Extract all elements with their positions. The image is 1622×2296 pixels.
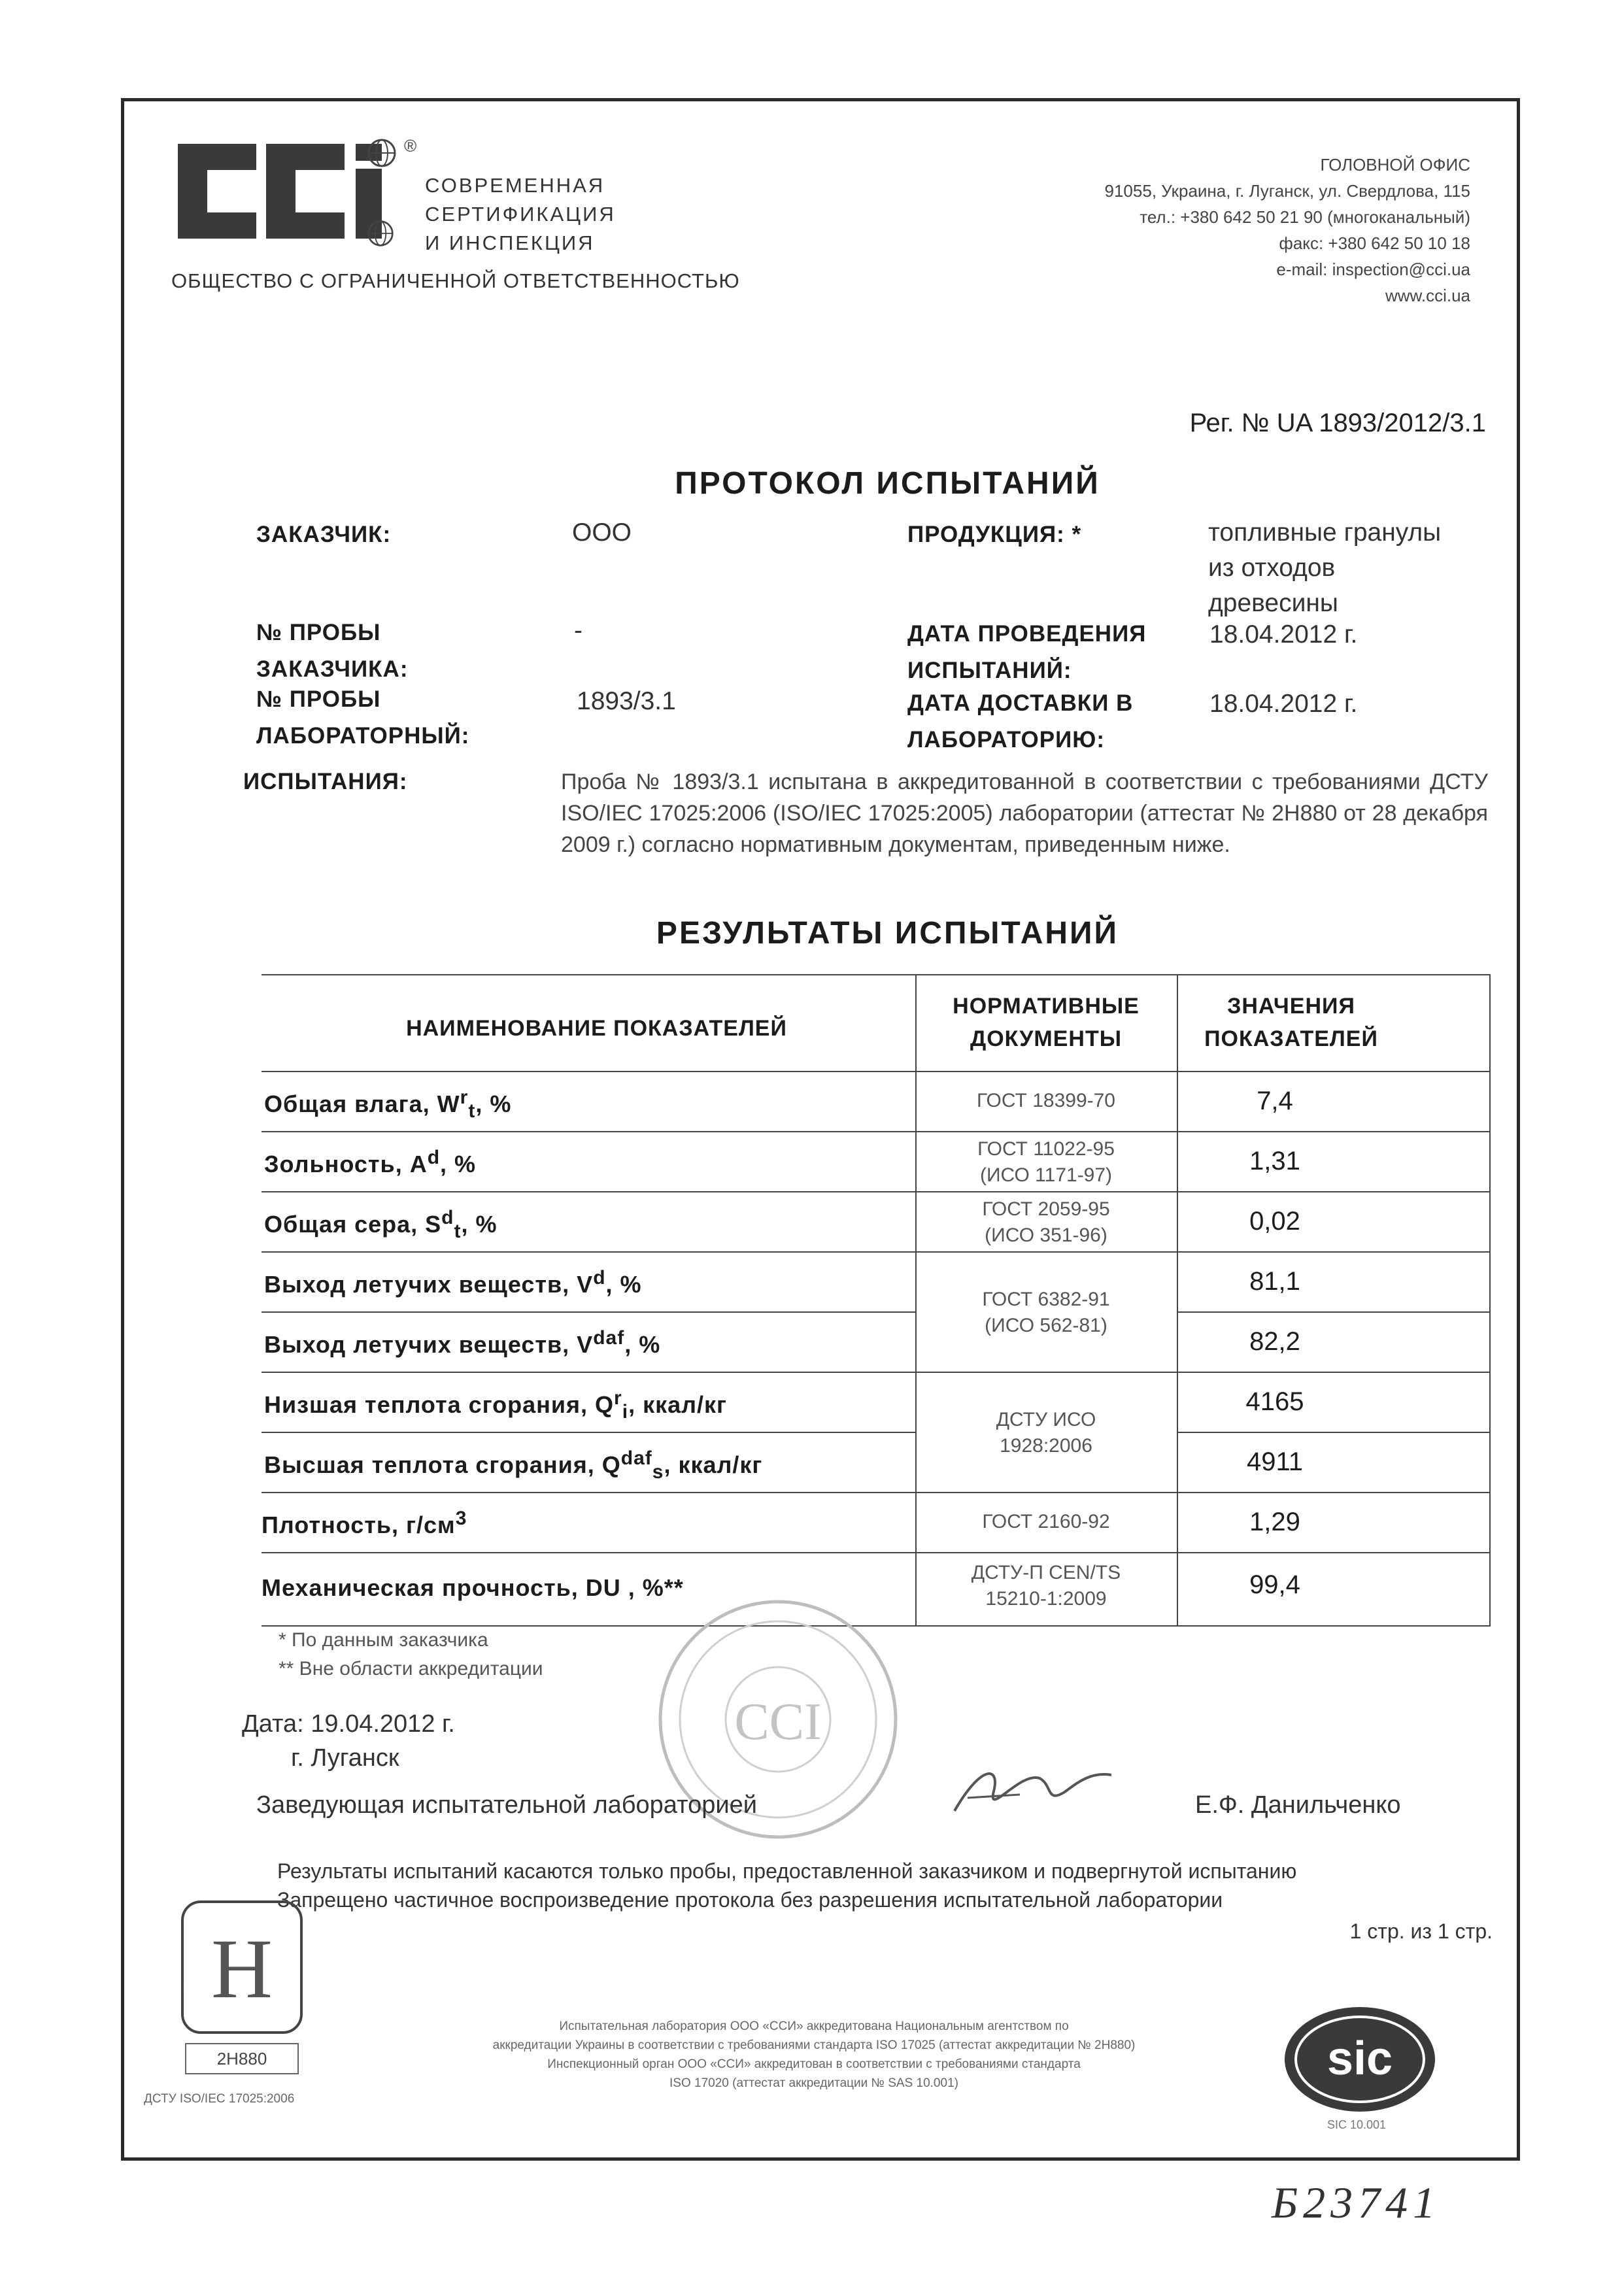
sample-lab-label — [256, 681, 469, 754]
sample-lab-label-line-2: ЛАБОРАТОРНЫЙ: — [256, 723, 470, 749]
signature-role: Заведующая испытательной лабораторией — [256, 1791, 757, 1819]
doc-cell — [915, 1136, 1177, 1189]
accreditation-text-line: аккредитации Украины в соответствии с требованиями стандарта ISO 17025 (аттестат аккредитации № 2Н880) — [492, 2038, 1136, 2052]
doc-line: ДСТУ-П CEN/TS — [971, 1562, 1121, 1583]
customer-value: ООО — [572, 518, 632, 547]
row-name-unit: , % — [605, 1271, 642, 1298]
row-line — [1177, 1311, 1491, 1313]
doc-cell — [915, 1560, 1177, 1612]
sample-customer-value: - — [574, 616, 583, 645]
delivery-value: 18.04.2012 г. — [1209, 690, 1358, 718]
city-line: г. Луганск — [291, 1744, 399, 1772]
stamp-text: CCI — [734, 1693, 822, 1751]
row-name-text: Общая сера, S — [264, 1211, 442, 1238]
doc-cell — [915, 1088, 1177, 1114]
row-line — [262, 1191, 1491, 1192]
doc-line: ГОСТ 18399-70 — [976, 1090, 1115, 1111]
sample-customer-label-line-2: ЗАКАЗЧИКА: — [256, 656, 409, 682]
row-name-sup: r — [614, 1387, 622, 1409]
row-name-sub: t — [454, 1221, 462, 1243]
row-name-sub: t — [468, 1100, 476, 1123]
globe-icon-bottom — [366, 219, 395, 251]
doc-line: 15210-1:2009 — [985, 1588, 1107, 1610]
test-date-value: 18.04.2012 г. — [1209, 620, 1358, 649]
row-name-unit: , %** — [620, 1574, 684, 1601]
office-website: www.cci.ua — [1385, 286, 1470, 305]
registered-mark-icon: ® — [404, 136, 417, 156]
row-line — [262, 1311, 915, 1313]
office-fax: факс: +380 642 50 10 18 — [1279, 233, 1470, 253]
row-name-sup: 3 — [455, 1508, 467, 1529]
value-cell: 7,4 — [1257, 1087, 1293, 1115]
column-header-values: ЗНАЧЕНИЯ ПОКАЗАТЕЛЕЙ — [1204, 994, 1378, 1051]
disclaimer-line-2: Запрещено частичное воспроизведение протокола без разрешения испытательной лаборатории — [277, 1888, 1223, 1912]
value-cell: 1,29 — [1249, 1508, 1300, 1536]
logo-line-3: И ИНСПЕКЦИЯ — [425, 231, 595, 254]
row-name-unit: , % — [440, 1151, 477, 1177]
value-cell: 1,31 — [1249, 1147, 1300, 1175]
table-row-name — [264, 1447, 762, 1483]
value-cell: 4911 — [1246, 1447, 1303, 1476]
company-logo — [171, 131, 397, 255]
handwritten-signature — [941, 1752, 1138, 1827]
delivery-label-line-1: ДАТА ДОСТАВКИ В — [907, 690, 1134, 716]
row-name-unit: , ккал/кг — [664, 1451, 763, 1478]
accreditation-text-line: ISO 17020 (аттестат аккредитации № SAS 10.001) — [669, 2076, 958, 2090]
column-header-docs: НОРМАТИВНЫЕ ДОКУМЕНТЫ — [953, 994, 1140, 1051]
row-name-text: Общая влага, W — [264, 1090, 460, 1117]
table-row-name — [264, 1087, 511, 1123]
sic-caption: SIC 10.001 — [1327, 2118, 1387, 2131]
doc-line: ГОСТ 2160-92 — [982, 1511, 1110, 1532]
row-name-text: Высшая теплота сгорания, Q — [264, 1451, 621, 1478]
accreditation-text — [340, 2017, 1288, 2093]
product-line-2: из отходов — [1208, 554, 1336, 582]
sic-logo-text: sic — [1326, 2033, 1393, 2085]
sample-customer-label-line-1: № ПРОБЫ — [256, 620, 381, 645]
table-row-name — [264, 1327, 660, 1363]
accreditation-mark — [180, 1899, 304, 2040]
row-name-sup: d — [593, 1267, 606, 1289]
logo-lines — [425, 171, 616, 258]
doc-line: (ИСО 351-96) — [985, 1224, 1107, 1246]
row-name-sup: r — [460, 1087, 469, 1108]
doc-line: 1928:2006 — [1000, 1435, 1092, 1457]
office-email: e-mail: inspection@cci.ua — [1276, 260, 1470, 279]
row-line — [262, 1372, 1491, 1373]
doc-cell — [915, 1287, 1177, 1339]
sample-customer-label — [256, 615, 408, 688]
row-line — [262, 1251, 1491, 1253]
value-cell: 0,02 — [1249, 1207, 1300, 1236]
product-line-1: топливные гранулы — [1208, 518, 1442, 547]
accreditation-text-line: Испытательная лаборатория ООО «ССИ» аккредитована Национальным агентством по — [559, 2019, 1069, 2033]
row-name-text: Выход летучих веществ, V — [264, 1271, 594, 1298]
doc-line: ГОСТ 2059-95 — [982, 1198, 1110, 1220]
row-name-unit: , % — [624, 1331, 661, 1358]
doc-cell — [915, 1509, 1177, 1535]
accreditation-standard: ДСТУ ISO/IEC 17025:2006 — [144, 2092, 295, 2106]
row-name-text: Низшая теплота сгорания, Q — [264, 1391, 615, 1418]
row-name-unit: , % — [461, 1211, 498, 1238]
note-customer: * По данным заказчика — [279, 1629, 488, 1651]
head-office-block — [1105, 152, 1470, 309]
signature-name: Е.Ф. Данильченко — [1195, 1791, 1401, 1819]
product-value — [1208, 515, 1441, 621]
results-title: РЕЗУЛЬТАТЫ ИСПЫТАНИЙ — [656, 916, 1119, 951]
table-border-top — [262, 974, 1491, 975]
handwritten-number: Б23741 — [1272, 2178, 1441, 2227]
row-line — [262, 1492, 1491, 1493]
registration-number: Рег. № UA 1893/2012/3.1 — [1189, 409, 1486, 437]
results-table — [262, 974, 1491, 1628]
company-type: ОБЩЕСТВО С ОГРАНИЧЕННОЙ ОТВЕТСТВЕННОСТЬЮ — [171, 269, 740, 292]
doc-line: ГОСТ 11022-95 — [977, 1138, 1115, 1160]
date-line: Дата: 19.04.2012 г. — [242, 1710, 455, 1738]
row-name-sup: daf — [620, 1447, 652, 1469]
note-accreditation: ** Вне области аккредитации — [279, 1658, 543, 1680]
office-address: 91055, Украина, г. Луганск, ул. Свердлова, 115 — [1104, 181, 1470, 201]
row-line — [262, 1552, 1491, 1553]
product-label: ПРОДУКЦИЯ: * — [907, 522, 1082, 547]
table-row-name — [264, 1207, 498, 1243]
svg-text:H: H — [211, 1922, 273, 2016]
customer-label: ЗАКАЗЧИК: — [256, 522, 392, 547]
row-name-sup: daf — [593, 1327, 625, 1349]
row-name-text: Механическая прочность, DU — [262, 1574, 621, 1601]
value-cell: 81,1 — [1249, 1267, 1300, 1296]
table-row-name — [264, 1267, 642, 1303]
value-cell: 4165 — [1245, 1387, 1304, 1416]
document-title: ПРОТОКОЛ ИСПЫТАНИЙ — [675, 466, 1100, 501]
row-name-sup: d — [427, 1147, 441, 1168]
test-date-label — [907, 616, 1146, 689]
test-date-label-line-1: ДАТА ПРОВЕДЕНИЯ — [907, 621, 1147, 647]
doc-cell — [915, 1407, 1177, 1459]
office-phone: тел.: +380 642 50 21 90 (многоканальный) — [1140, 207, 1470, 227]
row-name-text: Зольность, A — [264, 1151, 428, 1177]
row-name-sup: d — [441, 1207, 454, 1228]
column-header-name: НАИМЕНОВАНИЕ ПОКАЗАТЕЛЕЙ — [406, 1016, 787, 1041]
row-line — [262, 1432, 915, 1433]
row-name-sub: s — [652, 1461, 664, 1483]
row-name-unit: , ккал/кг — [628, 1391, 728, 1418]
page-info: 1 стр. из 1 стр. — [1349, 1919, 1493, 1943]
logo-line-2: СЕРТИФИКАЦИЯ — [425, 203, 616, 226]
globe-icon — [366, 137, 397, 172]
test-date-label-line-2: ИСПЫТАНИЙ: — [907, 658, 1072, 683]
accreditation-number: 2Н880 — [185, 2043, 299, 2074]
logo-line-1: СОВРЕМЕННАЯ — [425, 174, 605, 197]
doc-line: (ИСО 562-81) — [985, 1315, 1107, 1336]
sample-lab-value: 1893/3.1 — [577, 687, 676, 715]
table-header-line — [262, 1071, 1491, 1072]
disclaimer-line-1: Результаты испытаний касаются только пробы, предоставленной заказчиком и подвергнутой испытанию — [277, 1859, 1297, 1883]
row-line — [262, 1131, 1491, 1132]
table-row-name — [262, 1570, 684, 1606]
doc-cell — [915, 1196, 1177, 1249]
doc-line: ДСТУ ИСО — [996, 1409, 1096, 1430]
doc-line: ГОСТ 6382-91 — [982, 1289, 1110, 1310]
delivery-label — [907, 685, 1133, 758]
tests-description: Проба № 1893/3.1 испытана в аккредитованной в соответствии с требованиями ДСТУ ISO/IEC 17025:2006 (ISO/IEC 17025:2005) лаборатории (аттестат № 2Н880 от 28 декабря 2009 г.) согласно нормативным документам, приведенным ниже. — [561, 769, 1488, 857]
office-title: ГОЛОВНОЙ ОФИС — [1320, 155, 1470, 175]
table-row-name — [262, 1508, 467, 1544]
product-line-3: древесины — [1208, 589, 1338, 617]
tests-label: ИСПЫТАНИЯ: — [243, 769, 408, 794]
sample-lab-label-line-1: № ПРОБЫ — [256, 686, 381, 712]
doc-line: (ИСО 1171-97) — [979, 1164, 1113, 1186]
row-name-sub: i — [622, 1401, 629, 1423]
table-row-name — [264, 1387, 727, 1423]
value-cell: 82,2 — [1249, 1327, 1300, 1356]
row-name-text: Выход летучих веществ, V — [264, 1331, 594, 1358]
row-name-unit: , % — [475, 1090, 512, 1117]
sic-logo — [1281, 2004, 1438, 2118]
row-line — [1177, 1432, 1491, 1433]
delivery-label-line-2: ЛАБОРАТОРИЮ: — [907, 727, 1105, 752]
table-row-name — [264, 1147, 476, 1183]
row-name-text: Плотность, г/см — [262, 1511, 456, 1538]
accreditation-text-line: Инспекционный орган ООО «ССИ» аккредитован в соответствии с требованиями стандарта — [547, 2057, 1081, 2071]
value-cell: 99,4 — [1249, 1570, 1300, 1599]
